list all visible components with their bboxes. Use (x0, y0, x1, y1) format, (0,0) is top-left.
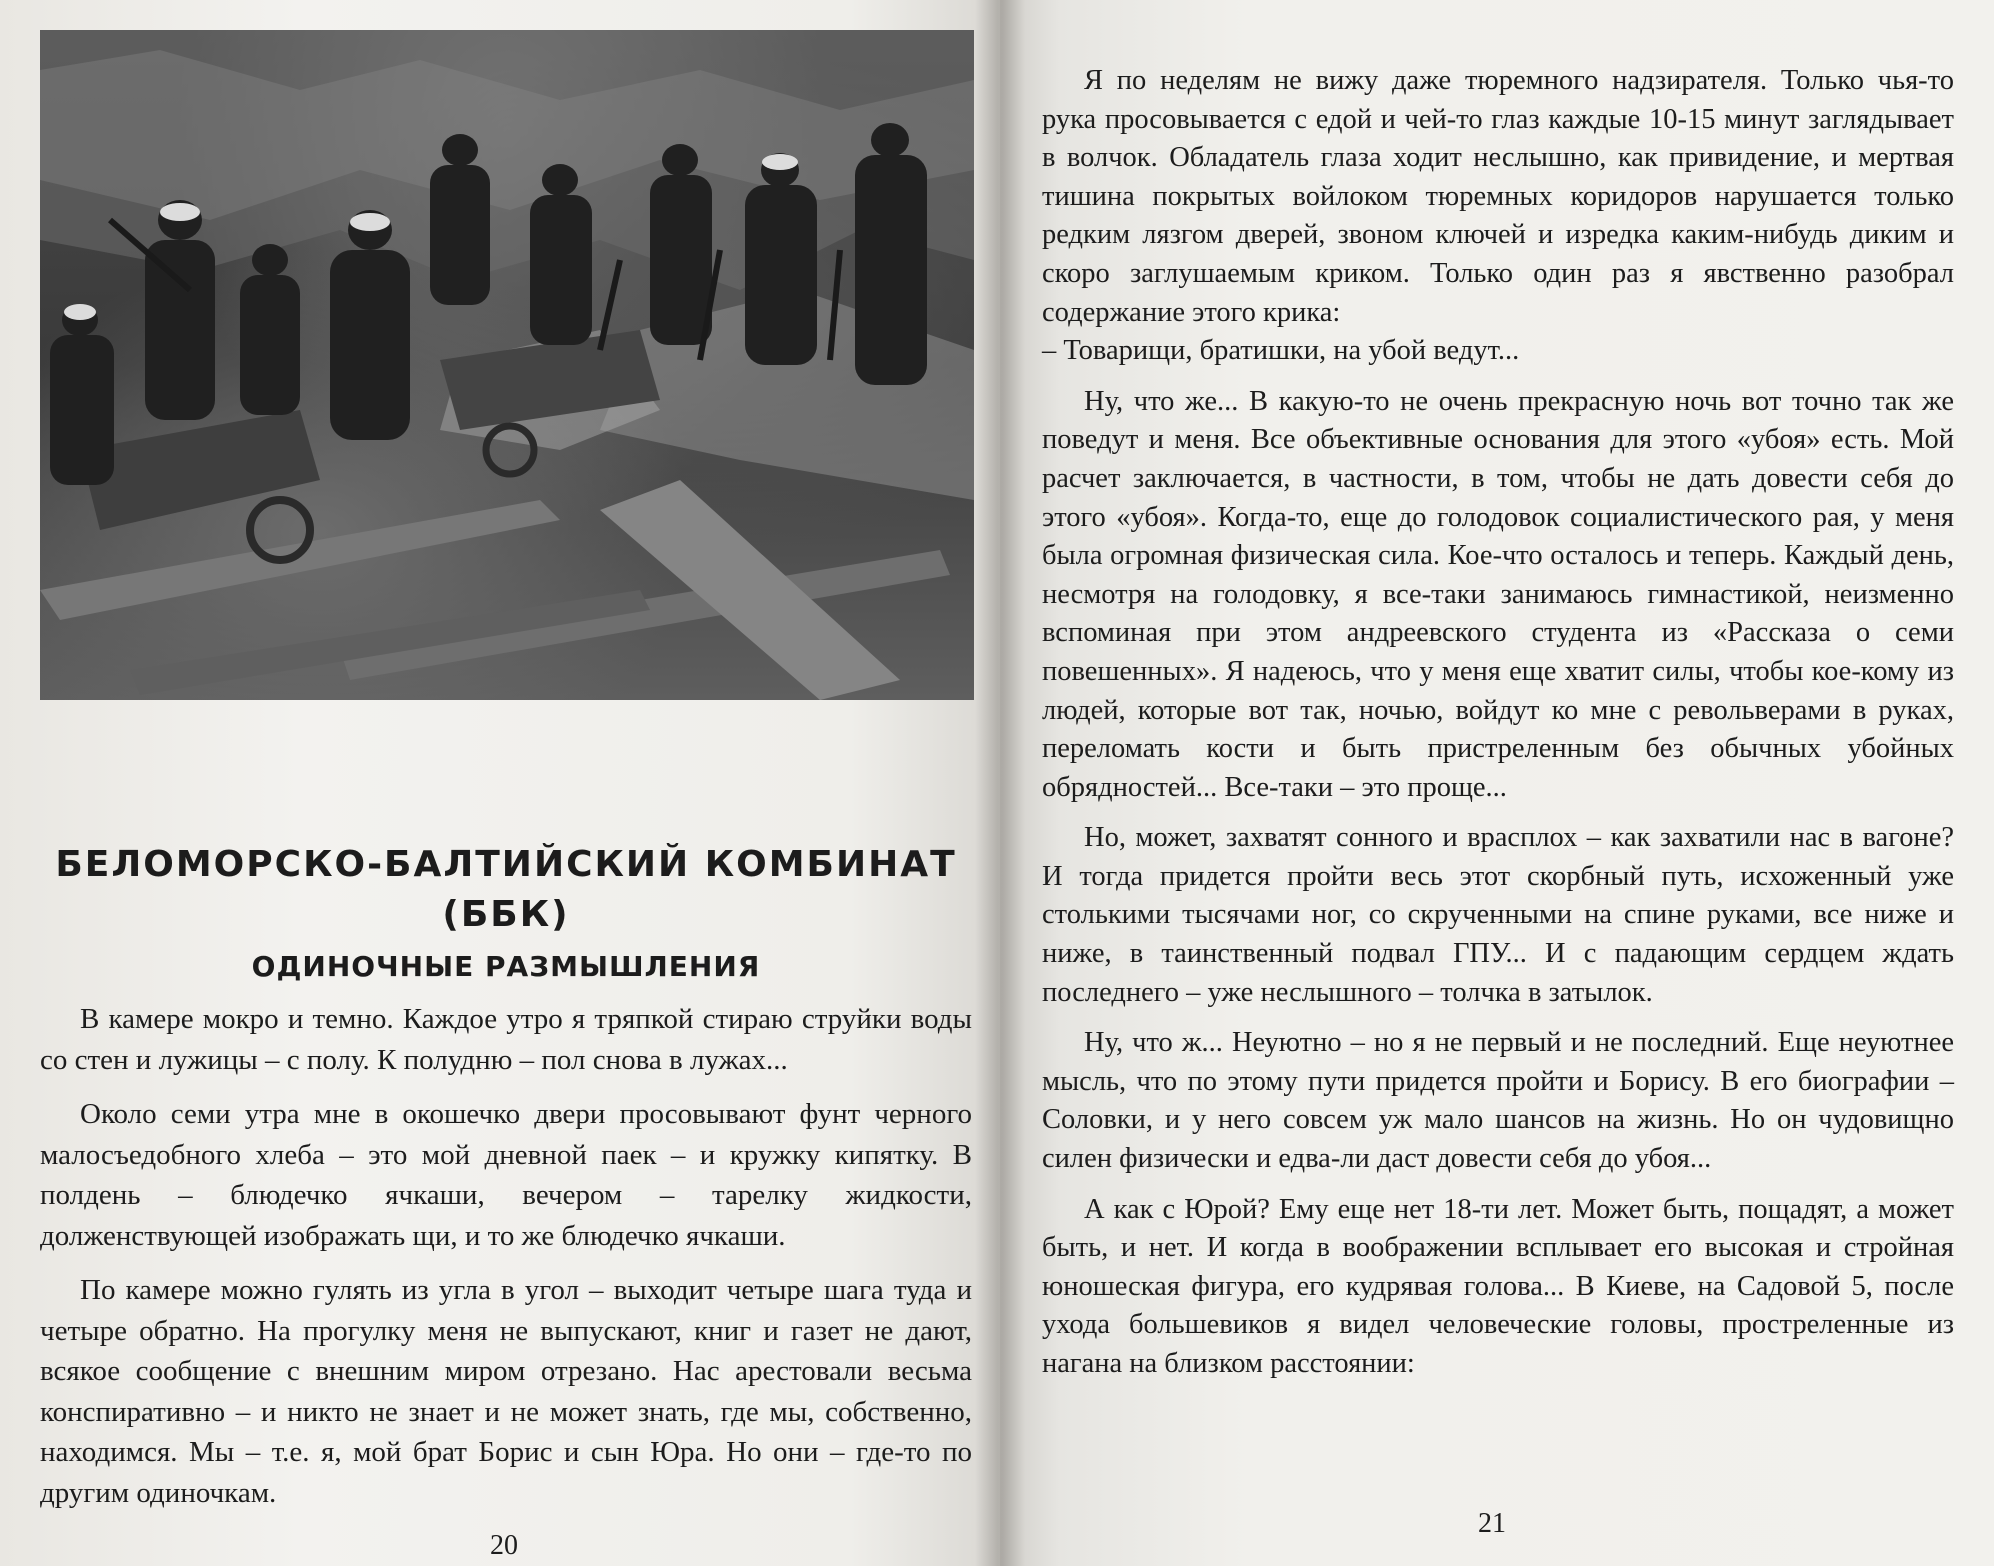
paragraph: По камере можно гулять из угла в угол – выходит четыре шага туда и четыре обратно. На прогулку меня не выпускают, книг и газет не дают, всякое сообщение с внешним миром отрезано. Нас арестовали весьма конспиративно – и никто не знает и не может знать, где мы, собственно, находимся. Мы – т.е. я, мой брат Борис и сын Юра. Но они – где-то по другим одиночкам. (40, 1274, 972, 1509)
faded-show-through-area (40, 700, 972, 840)
paragraph: А как с Юрой? Ему еще нет 18-ти лет. Может быть, пощадят, а может быть, и нет. И когда в воображении всплывает его высокая и стройная юношеская фигура, его кудрявая голова... В Киеве, на Садовой 5, после ухода большевиков я видел человеческие головы, простреленные из нагана на близком расстоянии: (1042, 1193, 1954, 1379)
page-number: 20 (490, 1530, 518, 1561)
dialogue-line: – Товарищи, братишки, на убой ведут... (1042, 335, 1520, 367)
section-title: ОДИНОЧНЫЕ РАЗМЫШЛЕНИЯ (251, 950, 761, 983)
paragraph: Но, может, захватят сонного и врасплох – как захватили нас в вагоне? И тогда придется пройти весь этот скорбный путь, исхоженный уже столькими тысячами ног, со скрученными на спине руками, все ниже и ниже, в таинственный подвал ГПУ... И с падающим сердцем ждать последнего – уже неслышного – толчка в затылок. (1042, 822, 1954, 1008)
page-number: 21 (1478, 1508, 1506, 1539)
paragraph: В камере мокро и темно. Каждое утро я тряпкой стираю струйки воды со стен и лужицы – с полу. К полудню – пол снова в лужах... (40, 1003, 972, 1076)
archival-photo (40, 30, 974, 700)
paragraph: Около семи утра мне в окошечко двери просовывают фунт черного малосъедобного хлеба – это мой дневной паек – и кружку кипятку. В полдень – блюдечко ячкаши, вечером – тарелку жидкости, долженствующей изображать щи, и то же блюдечко ячкаши. (40, 1098, 972, 1252)
photo-illustration (40, 30, 974, 700)
paragraph: Ну, что ж... Неуютно – но я не первый и не последний. Еще неуютнее мысль, что по этому пути придется пройти и Борису. В его биографии – Соловки, и у него совсем уж мало шансов на жизнь. Но он чудовищно силен физически и едва-ли даст довести себя до убоя... (1042, 1027, 1954, 1175)
paragraph: Я по неделям не вижу даже тюремного надзирателя. Только чья-то рука просовывается с едой и чей-то глаз каждые 10-15 минут заглядывает в волчок. Обладатель глаза ходит неслышно, как привидение, и мертвая тишина покрытых войлоком тюремных коридоров нарушается только редким лязгом дверей, звоном ключей и изредка каким-нибудь диким и скоро заглушаемым криком. Только один раз я явственно разобрал содержание этого крика: (1042, 65, 1954, 328)
right-page (1000, 0, 1994, 1566)
paragraph: Ну, что же... В какую-то не очень прекрасную ночь вот точно так же поведут и меня. Все объективные основания для этого «убоя» есть. Мой расчет заключается, в частности, в том, чтобы не дать довести себя до этого «убоя». Когда-то, еще до голодовок социалистического рая, у меня была огромная физическая сила. Кое-что осталось и теперь. Каждый день, несмотря на голодовку, я все-таки занимаюсь гимнастикой, неизменно вспоминая при этом андреевского студента из «Рассказа о семи повешенных». Я надеюсь, что у меня еще хватит силы, чтобы кое-кому из людей, которые вот так, ночью, войдут ко мне с револьверами в руках, переломать кости и быть пристреленным без обычных убойных обрядностей... Все-таки – это проще... (1042, 385, 1954, 803)
chapter-title: БЕЛОМОРСКО-БАЛТИЙСКИЙ КОМБИНАТ (ББК) (55, 844, 957, 935)
